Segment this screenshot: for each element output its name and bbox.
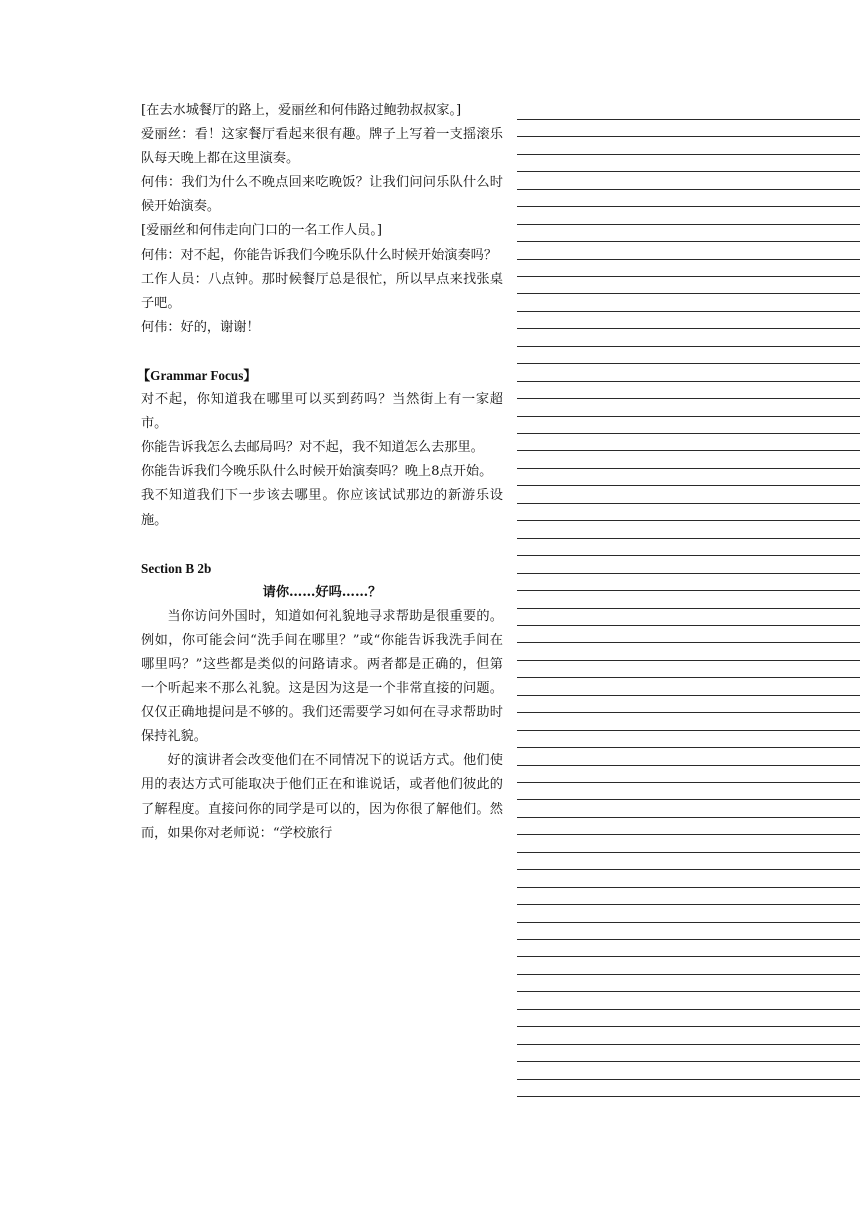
note-line bbox=[517, 119, 860, 120]
note-line bbox=[517, 782, 860, 783]
dialogue-line: 工作人员：八点钟。那时候餐厅总是很忙，所以早点来找张桌子吧。 bbox=[141, 271, 503, 311]
note-line bbox=[517, 241, 860, 242]
passage-title: 请你……好吗……？ bbox=[262, 584, 382, 600]
note-line bbox=[517, 450, 860, 451]
grammar-focus-section bbox=[137, 364, 503, 533]
note-line bbox=[517, 991, 860, 992]
note-line bbox=[517, 555, 860, 556]
dialogue-section bbox=[141, 99, 503, 340]
section-b-2b bbox=[141, 557, 503, 846]
note-line bbox=[517, 136, 860, 137]
note-line bbox=[517, 293, 860, 294]
grammar-focus-heading: 【Grammar Focus】 bbox=[137, 367, 257, 383]
note-line bbox=[517, 171, 860, 172]
note-line bbox=[517, 520, 860, 521]
note-line bbox=[517, 765, 860, 766]
note-lines bbox=[517, 0, 860, 1216]
spacer bbox=[141, 533, 503, 557]
note-line bbox=[517, 311, 860, 312]
note-line bbox=[517, 939, 860, 940]
note-line bbox=[517, 381, 860, 382]
note-line bbox=[517, 974, 860, 975]
note-line bbox=[517, 712, 860, 713]
note-line bbox=[517, 363, 860, 364]
note-line bbox=[517, 922, 860, 923]
note-line bbox=[517, 485, 860, 486]
dialogue-line: 何伟：我们为什么不晚点回来吃晚饭？让我们问问乐队什么时候开始演奏。 bbox=[141, 175, 503, 215]
dialogue-line: [爱丽丝和何伟走向门口的一名工作人员。] bbox=[141, 223, 383, 239]
note-line bbox=[517, 834, 860, 835]
grammar-example: 我不知道我们下一步该去哪里。你应该试试那边的新游乐设施。 bbox=[141, 488, 503, 528]
note-line bbox=[517, 817, 860, 818]
spacer bbox=[141, 340, 503, 364]
passage-paragraph: 好的演讲者会改变他们在不同情况下的说话方式。他们使用的表达方式可能取决于他们正在和谁说话，或者他们彼此的了解程度。直接问你的同学是可以的，因为你很了解他们。然而，如果你对老师说：“学校旅行 bbox=[141, 753, 503, 841]
note-line bbox=[517, 625, 860, 626]
note-line bbox=[517, 1079, 860, 1080]
note-line bbox=[517, 206, 860, 207]
note-line bbox=[517, 224, 860, 225]
note-line bbox=[517, 538, 860, 539]
note-line bbox=[517, 1009, 860, 1010]
note-line bbox=[517, 660, 860, 661]
note-line bbox=[517, 276, 860, 277]
note-line bbox=[517, 468, 860, 469]
section-heading: Section B 2b bbox=[141, 560, 212, 576]
note-line bbox=[517, 730, 860, 731]
note-line bbox=[517, 695, 860, 696]
grammar-example: 对不起，你知道我在哪里可以买到药吗？当然街上有一家超市。 bbox=[141, 392, 503, 432]
grammar-example: 你能告诉我怎么去邮局吗？对不起，我不知道怎么去那里。 bbox=[141, 440, 484, 456]
note-line bbox=[517, 573, 860, 574]
note-line bbox=[517, 259, 860, 260]
note-line bbox=[517, 328, 860, 329]
note-line bbox=[517, 590, 860, 591]
dialogue-line: [在去水城餐厅的路上，爱丽丝和何伟路过鲍勃叔叔家。] bbox=[141, 103, 462, 118]
passage-paragraph: 当你访问外国时，知道如何礼貌地寻求帮助是很重要的。例如，你可能会问“洗手间在哪里？”或“你能告诉我洗手间在哪里吗？”这些都是类似的问路请求。两者都是正确的，但第一个听起来不那么礼貌。这是因为这是一个非常直接的问题。仅仅正确地提问是不够的。我们还需要学习如何在寻求帮助时保持礼貌。 bbox=[141, 608, 503, 745]
note-line bbox=[517, 189, 860, 190]
note-line bbox=[517, 1026, 860, 1027]
note-line bbox=[517, 1096, 860, 1097]
note-line bbox=[517, 869, 860, 870]
note-line bbox=[517, 416, 860, 417]
grammar-example: 你能告诉我们今晚乐队什么时候开始演奏吗？晚上8点开始。 bbox=[141, 464, 493, 480]
note-line bbox=[517, 398, 860, 399]
note-line bbox=[517, 433, 860, 434]
dialogue-line: 爱丽丝：看！这家餐厅看起来很有趣。牌子上写着一支摇滚乐队每天晚上都在这里演奏。 bbox=[141, 127, 503, 167]
note-line bbox=[517, 956, 860, 957]
dialogue-line: 何伟：好的，谢谢！ bbox=[141, 319, 260, 335]
note-line bbox=[517, 887, 860, 888]
dialogue-line: 何伟：对不起，你能告诉我们今晚乐队什么时候开始演奏吗？ bbox=[141, 247, 498, 263]
note-line bbox=[517, 608, 860, 609]
note-line bbox=[517, 154, 860, 155]
note-line bbox=[517, 747, 860, 748]
translation-column bbox=[137, 99, 503, 846]
note-line bbox=[517, 852, 860, 853]
note-line bbox=[517, 1061, 860, 1062]
note-line bbox=[517, 799, 860, 800]
note-line bbox=[517, 1044, 860, 1045]
note-line bbox=[517, 677, 860, 678]
note-line bbox=[517, 503, 860, 504]
note-line bbox=[517, 346, 860, 347]
note-line bbox=[517, 904, 860, 905]
note-line bbox=[517, 642, 860, 643]
